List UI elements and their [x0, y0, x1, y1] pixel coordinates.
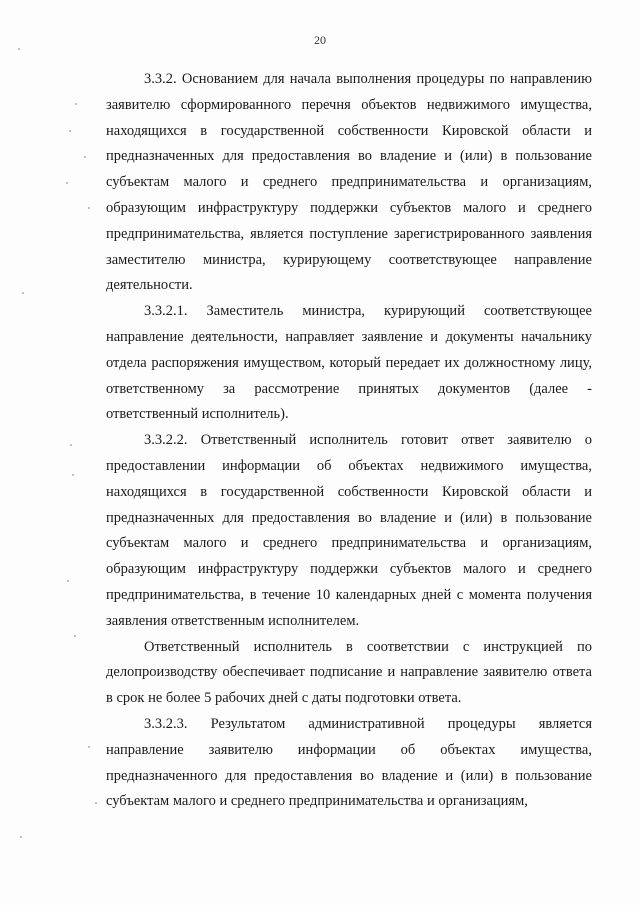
paragraph-responsible-executor: Ответственный исполнитель в соответствии с инструкцией по делопроизводству обеспечивает подписание и направление заявителю ответа в срок не более 5 рабочих дней с даты подготовки ответа.	[106, 638, 592, 707]
paragraph-3-3-2: 3.3.2. Основанием для начала выполнения процедуры по направлению заявителю сформированного перечня объектов недвижимого имущества, находящихся в государственной собственности Кировской области и предназначенных для предоставления во владение и (или) в пользование субъектам малого и среднего предпринимательства и организациям, образующим инфраструктуру поддержки субъектов малого и среднего предпринимательства, является поступление зарегистрированного заявления заместителю министра, курирующему соответствующее направление деятельности.	[106, 71, 592, 294]
paragraph-3-3-2-2: 3.3.2.2. Ответственный исполнитель готовит ответ заявителю о предоставлении информации об объектах недвижимого имущества, находящихся в государственной собственности Кировской области и предназначенных для предоставления во владение и (или) в пользование субъектам малого и среднего предпринимательства и организациям, образующим инфраструктуру поддержки субъектов малого и среднего предпринимательства, в течение 10 календарных дней с момента получения заявления ответственным исполнителем.	[106, 432, 592, 629]
paragraph-3-3-2-3: 3.3.2.3. Результатом административной процедуры является направление заявителю информации об объектах имущества, предназначенного для предоставления во владение и (или) в пользование субъектам малого и среднего предпринимательства и организациям,	[106, 715, 592, 810]
document-body	[106, 67, 592, 815]
paragraph-3-3-2-1: 3.3.2.1. Заместитель министра, курирующий соответствующее направление деятельности, направляет заявление и документы начальнику отдела распоряжения имуществом, который передает их должностному лицу, ответственному за рассмотрение принятых документов (далее - ответственный исполнитель).	[106, 303, 592, 423]
page-number: 20	[314, 33, 326, 47]
